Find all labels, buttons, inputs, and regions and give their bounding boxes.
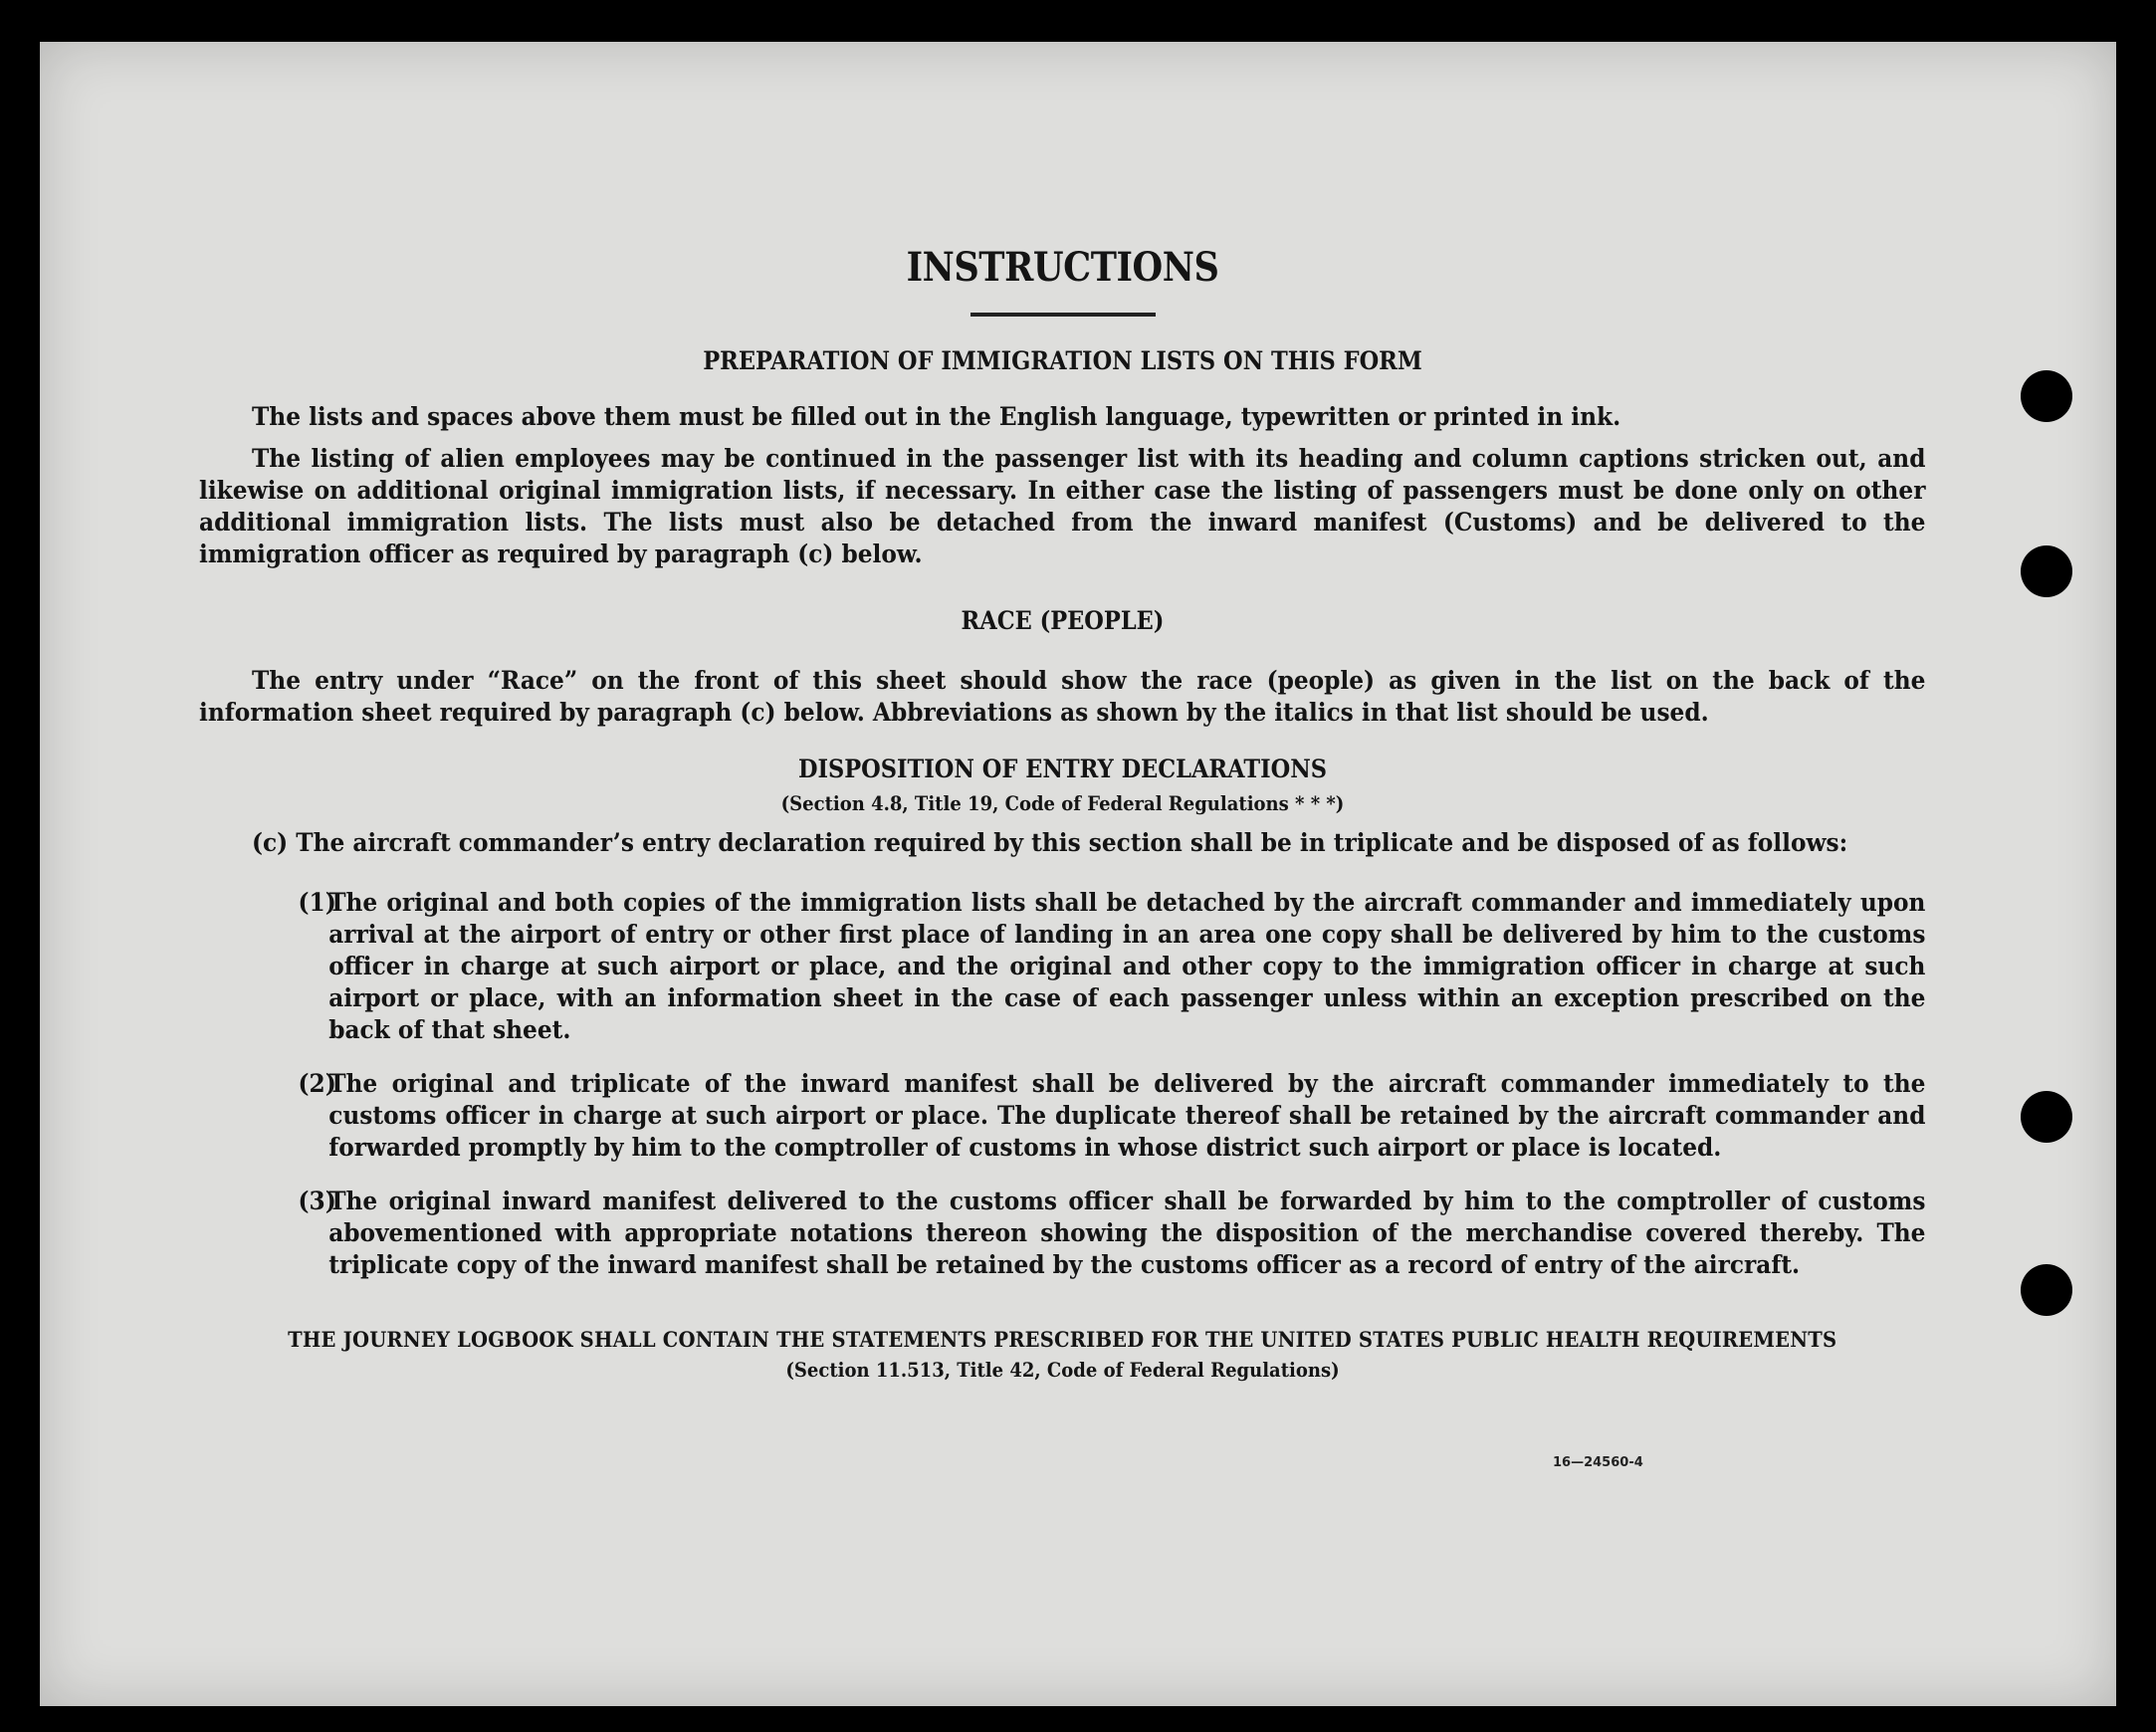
punch-hole [2021, 545, 2072, 597]
punch-hole [2021, 370, 2072, 422]
disposition-item [199, 1068, 1925, 1164]
punch-hole [2021, 1264, 2072, 1316]
disposition-intro: (c) The aircraft commander’s entry declaration required by this section shall be in triplicate and be disposed of as follows: [252, 828, 1848, 857]
item-number: (1) [298, 888, 336, 917]
race-paragraph: The entry under “Race” on the front of this sheet should show the race (people) as given in the list on the back of the information sheet required by paragraph (c) below. Abbreviations as shown by the italics in that list should be used. [199, 666, 1926, 727]
item-text: The original inward manifest delivered to the customs officer shall be forwarded by him to the comptroller of customs abovementioned with appropriate notations thereon showing the disposition of the merchandise covered thereby. The triplicate copy of the inward manifest shall be retained by the customs officer as a record of entry of the aircraft. [328, 1187, 1926, 1279]
public-health-citation: (Section 11.513, Title 42, Code of Federal Regulations) [785, 1358, 1340, 1382]
item-text: The original and both copies of the immigration lists shall be detached by the aircraft commander and immediately upon arrival at the airport of entry or other first place of landing in an area one copy shall be delivered by him to the customs officer in charge at such airport or place, and the original and other copy to the immigration officer in charge at such airport or place, with an information sheet in the case of each passenger unless within an exception prescribed on the back of that sheet. [328, 888, 1926, 1044]
item-number: (3) [298, 1187, 336, 1215]
preparation-paragraph: The listing of alien employees may be continued in the passenger list with its heading and column captions stricken out, and likewise on additional original immigration lists, if necessary. In either case the listing of passengers must be done only on other additional immigration lists. The lists must also be detached from the inward manifest (Customs) and be delivered to the immigration officer as required by paragraph (c) below. [199, 444, 1926, 568]
public-health-statement: THE JOURNEY LOGBOOK SHALL CONTAIN THE STATEMENTS PRESCRIBED FOR THE UNITED STATES PUBLIC HEALTH REQUIREMENTS [288, 1327, 1837, 1352]
title-underline [970, 313, 1156, 317]
form-number: 16—24560-4 [1553, 1455, 1643, 1470]
instructions-body [199, 244, 1926, 1382]
disposition-item [199, 1186, 1925, 1281]
disposition-item [199, 887, 1925, 1046]
disposition-citation: (Section 4.8, Title 19, Code of Federal Regulations * * *) [780, 791, 1345, 815]
page-title: INSTRUCTIONS [906, 244, 1219, 291]
preparation-paragraph: The lists and spaces above them must be filled out in the English language, typewritten or printed in ink. [252, 402, 1621, 431]
item-number: (2) [298, 1069, 336, 1098]
punch-hole [2021, 1091, 2072, 1143]
item-text: The original and triplicate of the inward manifest shall be delivered by the aircraft commander immediately to the customs officer in charge at such airport or place. The duplicate thereof shall be retained by the aircraft commander and forwarded promptly by him to the comptroller of customs in whose district such airport or place is located. [328, 1069, 1926, 1162]
race-heading: RACE (PEOPLE) [961, 606, 1165, 635]
disposition-heading: DISPOSITION OF ENTRY DECLARATIONS [797, 755, 1328, 783]
preparation-heading: PREPARATION OF IMMIGRATION LISTS ON THIS FORM [703, 346, 1422, 375]
